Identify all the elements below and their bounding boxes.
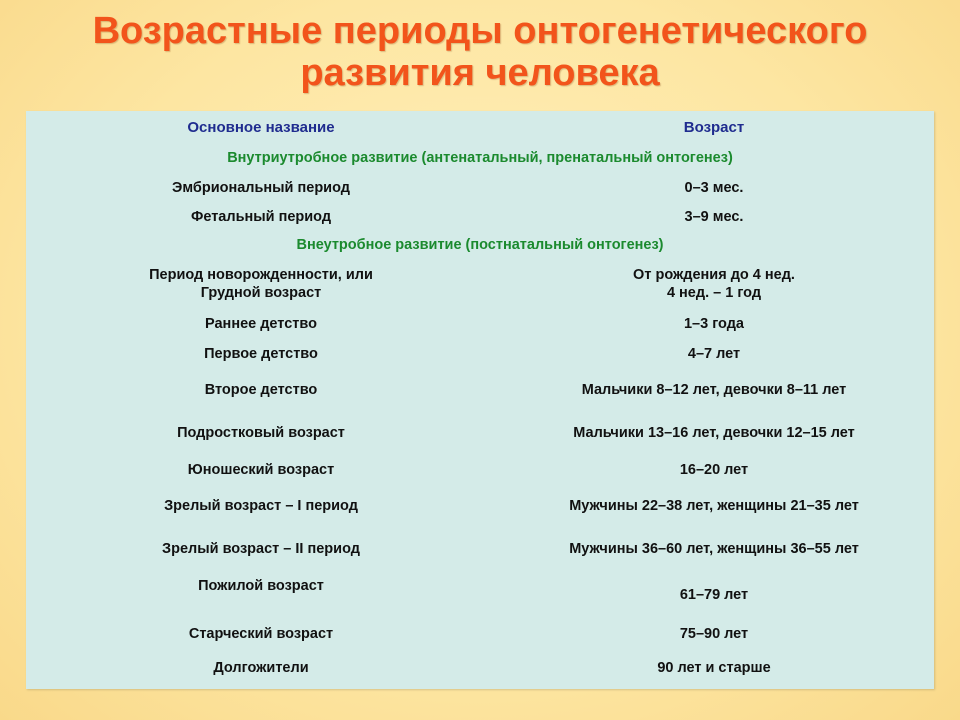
period-name: Эмбриональный период [172, 180, 350, 196]
period-name [76, 266, 446, 302]
period-name: Зрелый возраст – II период [162, 541, 360, 557]
period-name: Первое детство [204, 346, 318, 362]
title-line-1: Возрастные периоды онтогенетического [92, 10, 868, 52]
age-periods-table [26, 111, 934, 689]
period-age: Мужчины 22–38 лет, женщины 21–35 лет [569, 498, 859, 514]
period-age: 0–3 мес. [684, 180, 744, 196]
period-name: Раннее детство [205, 316, 317, 332]
period-age: 75–90 лет [679, 626, 749, 642]
period-name: Зрелый возраст – I период [164, 498, 358, 514]
period-name: Второе детство [204, 382, 318, 398]
period-name: Старческий возраст [188, 626, 334, 642]
period-age: 61–79 лет [679, 587, 749, 603]
title-line-2: развития человека [300, 52, 660, 94]
period-age: 3–9 мес. [684, 209, 744, 225]
period-age: 1–3 года [683, 316, 744, 332]
period-age: Мальчики 13–16 лет, девочки 12–15 лет [573, 425, 855, 441]
period-age-line-1: От рождения до 4 нед. [633, 267, 795, 283]
period-name: Фетальный период [190, 209, 332, 225]
period-name: Долгожители [213, 660, 309, 676]
period-name-line-2: Грудной возраст [200, 285, 322, 301]
period-age: 4–7 лет [687, 346, 741, 362]
period-age: Мужчины 36–60 лет, женщины 36–55 лет [569, 541, 859, 557]
group-prenatal: Внутриутробное развитие (антенатальный, пренатальный онтогенез) [227, 150, 733, 166]
period-name: Подростковый возраст [177, 425, 345, 441]
page-title [0, 10, 960, 94]
period-age-line-2: 4 нед. – 1 год [666, 285, 762, 301]
group-postnatal: Внеутробное развитие (постнатальный онтогенез) [296, 237, 664, 253]
header-name: Основное название [187, 119, 335, 136]
period-age: 90 лет и старше [657, 660, 771, 676]
period-age [496, 266, 932, 302]
period-name-line-1: Период новорожденности, или [149, 267, 373, 283]
period-name: Пожилой возраст [198, 578, 324, 594]
header-age: Возраст [683, 119, 745, 136]
period-name: Юношеский возраст [187, 462, 335, 478]
period-age: 16–20 лет [679, 462, 749, 478]
period-age: Мальчики 8–12 лет, девочки 8–11 лет [581, 382, 847, 398]
